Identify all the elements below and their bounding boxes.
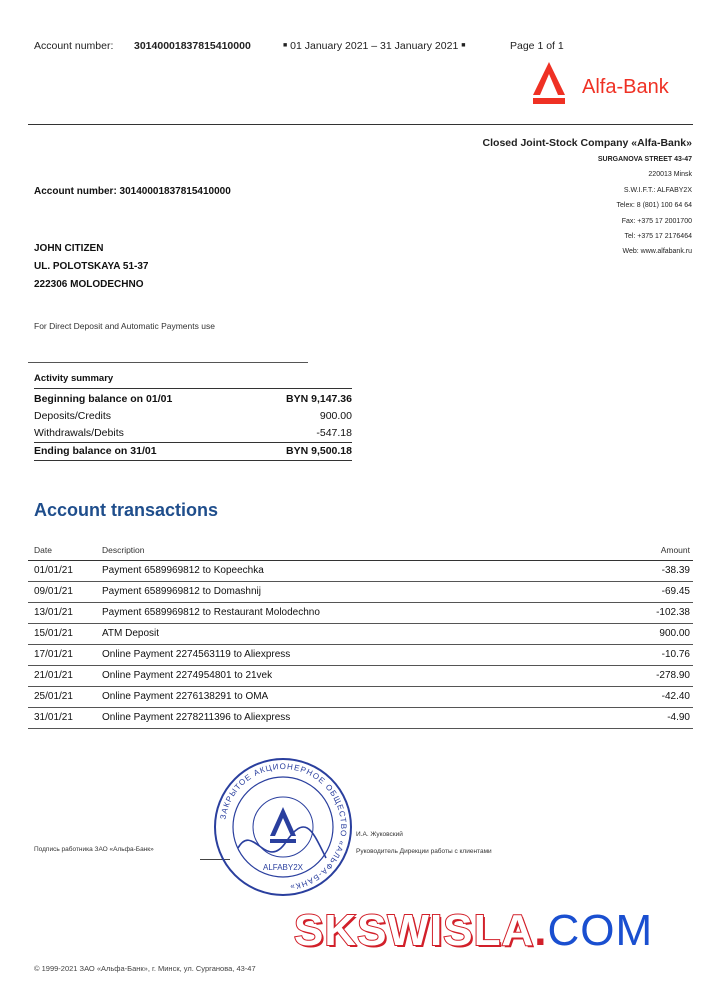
table-row bbox=[28, 708, 693, 729]
footer-copyright: © 1999-2021 ЗАО «Альфа-Банк», г. Минск, ул. Сурганова, 43-47 bbox=[34, 964, 256, 973]
row-amount: -10.76 bbox=[661, 649, 690, 660]
row-description: Payment 6589969812 to Kopeechka bbox=[102, 565, 264, 576]
withdrawals-label: Withdrawals/Debits bbox=[34, 427, 124, 439]
summary-title: Activity summary bbox=[34, 370, 352, 389]
ending-value: BYN 9,500.18 bbox=[286, 445, 352, 457]
header-description: Description bbox=[102, 545, 145, 555]
customer-name: JOHN CITIZEN bbox=[34, 243, 104, 254]
customer-address2: 222306 MOLODECHNO bbox=[34, 279, 144, 290]
row-description: Payment 6589969812 to Restaurant Molodechno bbox=[102, 607, 320, 618]
row-date: 13/01/21 bbox=[34, 607, 73, 618]
stamp-seal-icon bbox=[208, 752, 358, 902]
row-date: 17/01/21 bbox=[34, 649, 73, 660]
header-divider bbox=[28, 124, 693, 125]
alfa-a-icon bbox=[533, 62, 565, 104]
bank-fax: Fax: +375 17 2001700 bbox=[621, 217, 692, 225]
row-amount: -38.39 bbox=[661, 565, 690, 576]
signer-title: Руководитель Дирекции работы с клиентами bbox=[356, 848, 492, 855]
bank-stamp bbox=[208, 752, 358, 907]
summary-divider-top bbox=[28, 362, 308, 363]
row-date: 15/01/21 bbox=[34, 628, 73, 639]
bank-web: Web: www.alfabank.ru bbox=[622, 248, 692, 256]
page-indicator: Page 1 of 1 bbox=[510, 40, 564, 52]
logo-text: Alfa-Bank bbox=[582, 76, 669, 98]
row-date: 21/01/21 bbox=[34, 670, 73, 681]
ending-label: Ending balance on 31/01 bbox=[34, 445, 157, 457]
row-description: ATM Deposit bbox=[102, 628, 160, 639]
row-amount: 900.00 bbox=[659, 628, 690, 639]
activity-summary bbox=[34, 370, 352, 461]
transactions-title: Account transactions bbox=[34, 500, 219, 520]
row-amount: -4.90 bbox=[667, 712, 690, 723]
customer-account-line: Account number: 30140001837815410000 bbox=[34, 186, 231, 197]
stamp-text: ЗАКРЫТОЕ АКЦИОНЕРНОЕ ОБЩЕСТВО «АЛЬФА-БАНК» bbox=[218, 761, 349, 892]
row-date: 25/01/21 bbox=[34, 691, 73, 702]
summary-row-withdrawals bbox=[34, 425, 352, 443]
transactions-header bbox=[28, 540, 693, 561]
svg-text:ЗАКРЫТОЕ АКЦИОНЕРНОЕ ОБЩЕСТВО bbox=[218, 762, 348, 892]
table-row bbox=[28, 666, 693, 687]
signer-name: И.А. Жуковский bbox=[356, 831, 403, 838]
watermark-part2: COM bbox=[547, 906, 654, 955]
customer-note: For Direct Deposit and Automatic Payments use bbox=[34, 321, 215, 331]
row-amount: -102.38 bbox=[656, 607, 690, 618]
deposits-value: 900.00 bbox=[319, 410, 352, 422]
table-row bbox=[28, 687, 693, 708]
transactions-rows bbox=[28, 561, 693, 729]
customer-address1: UL. POLOTSKAYA 51-37 bbox=[34, 261, 149, 272]
stamp-code: ALFABY2X bbox=[262, 863, 304, 872]
beginning-label: Beginning balance on 01/01 bbox=[34, 393, 173, 405]
signer-block bbox=[356, 826, 492, 860]
transactions-table bbox=[28, 540, 693, 729]
header-date: Date bbox=[34, 545, 52, 555]
alfa-logo bbox=[533, 62, 565, 109]
watermark bbox=[294, 906, 653, 956]
row-amount: -42.40 bbox=[661, 691, 690, 702]
summary-row-deposits bbox=[34, 408, 352, 425]
header-period: ■ 01 January 2021 – 31 January 2021 ■ bbox=[283, 40, 466, 52]
watermark-dot: . bbox=[534, 906, 548, 955]
bank-telex: Telex: 8 (801) 100 64 64 bbox=[616, 202, 692, 210]
watermark-part1: SKSWISLA bbox=[294, 906, 535, 955]
row-description: Online Payment 2278211396 to Aliexpress bbox=[102, 712, 291, 723]
bank-company: Closed Joint-Stock Company «Alfa-Bank» bbox=[482, 137, 692, 149]
bank-swift: S.W.I.F.T.: ALFABY2X bbox=[623, 186, 692, 194]
row-date: 09/01/21 bbox=[34, 586, 73, 597]
row-description: Online Payment 2276138291 to OMA bbox=[102, 691, 269, 702]
bank-tel: Tel: +375 17 2176464 bbox=[624, 233, 692, 241]
period-text: 01 January 2021 – 31 January 2021 bbox=[290, 40, 459, 52]
beginning-value: BYN 9,147.36 bbox=[286, 393, 352, 405]
row-description: Online Payment 2274563119 to Aliexpress bbox=[102, 649, 291, 660]
summary-row-beginning bbox=[34, 391, 352, 408]
bank-city: 220013 Minsk bbox=[648, 171, 692, 179]
signature-label: Подпись работника ЗАО «Альфа-Банк» bbox=[34, 846, 154, 853]
row-description: Payment 6589969812 to Domashnij bbox=[102, 586, 261, 597]
bank-street: SURGANOVA STREET 43-47 bbox=[597, 156, 692, 163]
table-row bbox=[28, 561, 693, 582]
row-amount: -69.45 bbox=[661, 586, 690, 597]
row-description: Online Payment 2274954801 to 21vek bbox=[102, 670, 273, 681]
bank-info bbox=[483, 136, 692, 260]
customer-address-block bbox=[34, 240, 148, 294]
summary-row-ending bbox=[34, 443, 352, 461]
table-row bbox=[28, 624, 693, 645]
row-amount: -278.90 bbox=[656, 670, 690, 681]
header-account-number: 30140001837815410000 bbox=[134, 40, 251, 52]
header-amount: Amount bbox=[660, 545, 690, 555]
table-row bbox=[28, 582, 693, 603]
table-row bbox=[28, 645, 693, 666]
row-date: 01/01/21 bbox=[34, 565, 73, 576]
withdrawals-value: -547.18 bbox=[316, 427, 352, 439]
row-date: 31/01/21 bbox=[34, 712, 73, 723]
deposits-label: Deposits/Credits bbox=[34, 410, 112, 422]
header-account-label: Account number: bbox=[34, 40, 114, 52]
table-row bbox=[28, 603, 693, 624]
